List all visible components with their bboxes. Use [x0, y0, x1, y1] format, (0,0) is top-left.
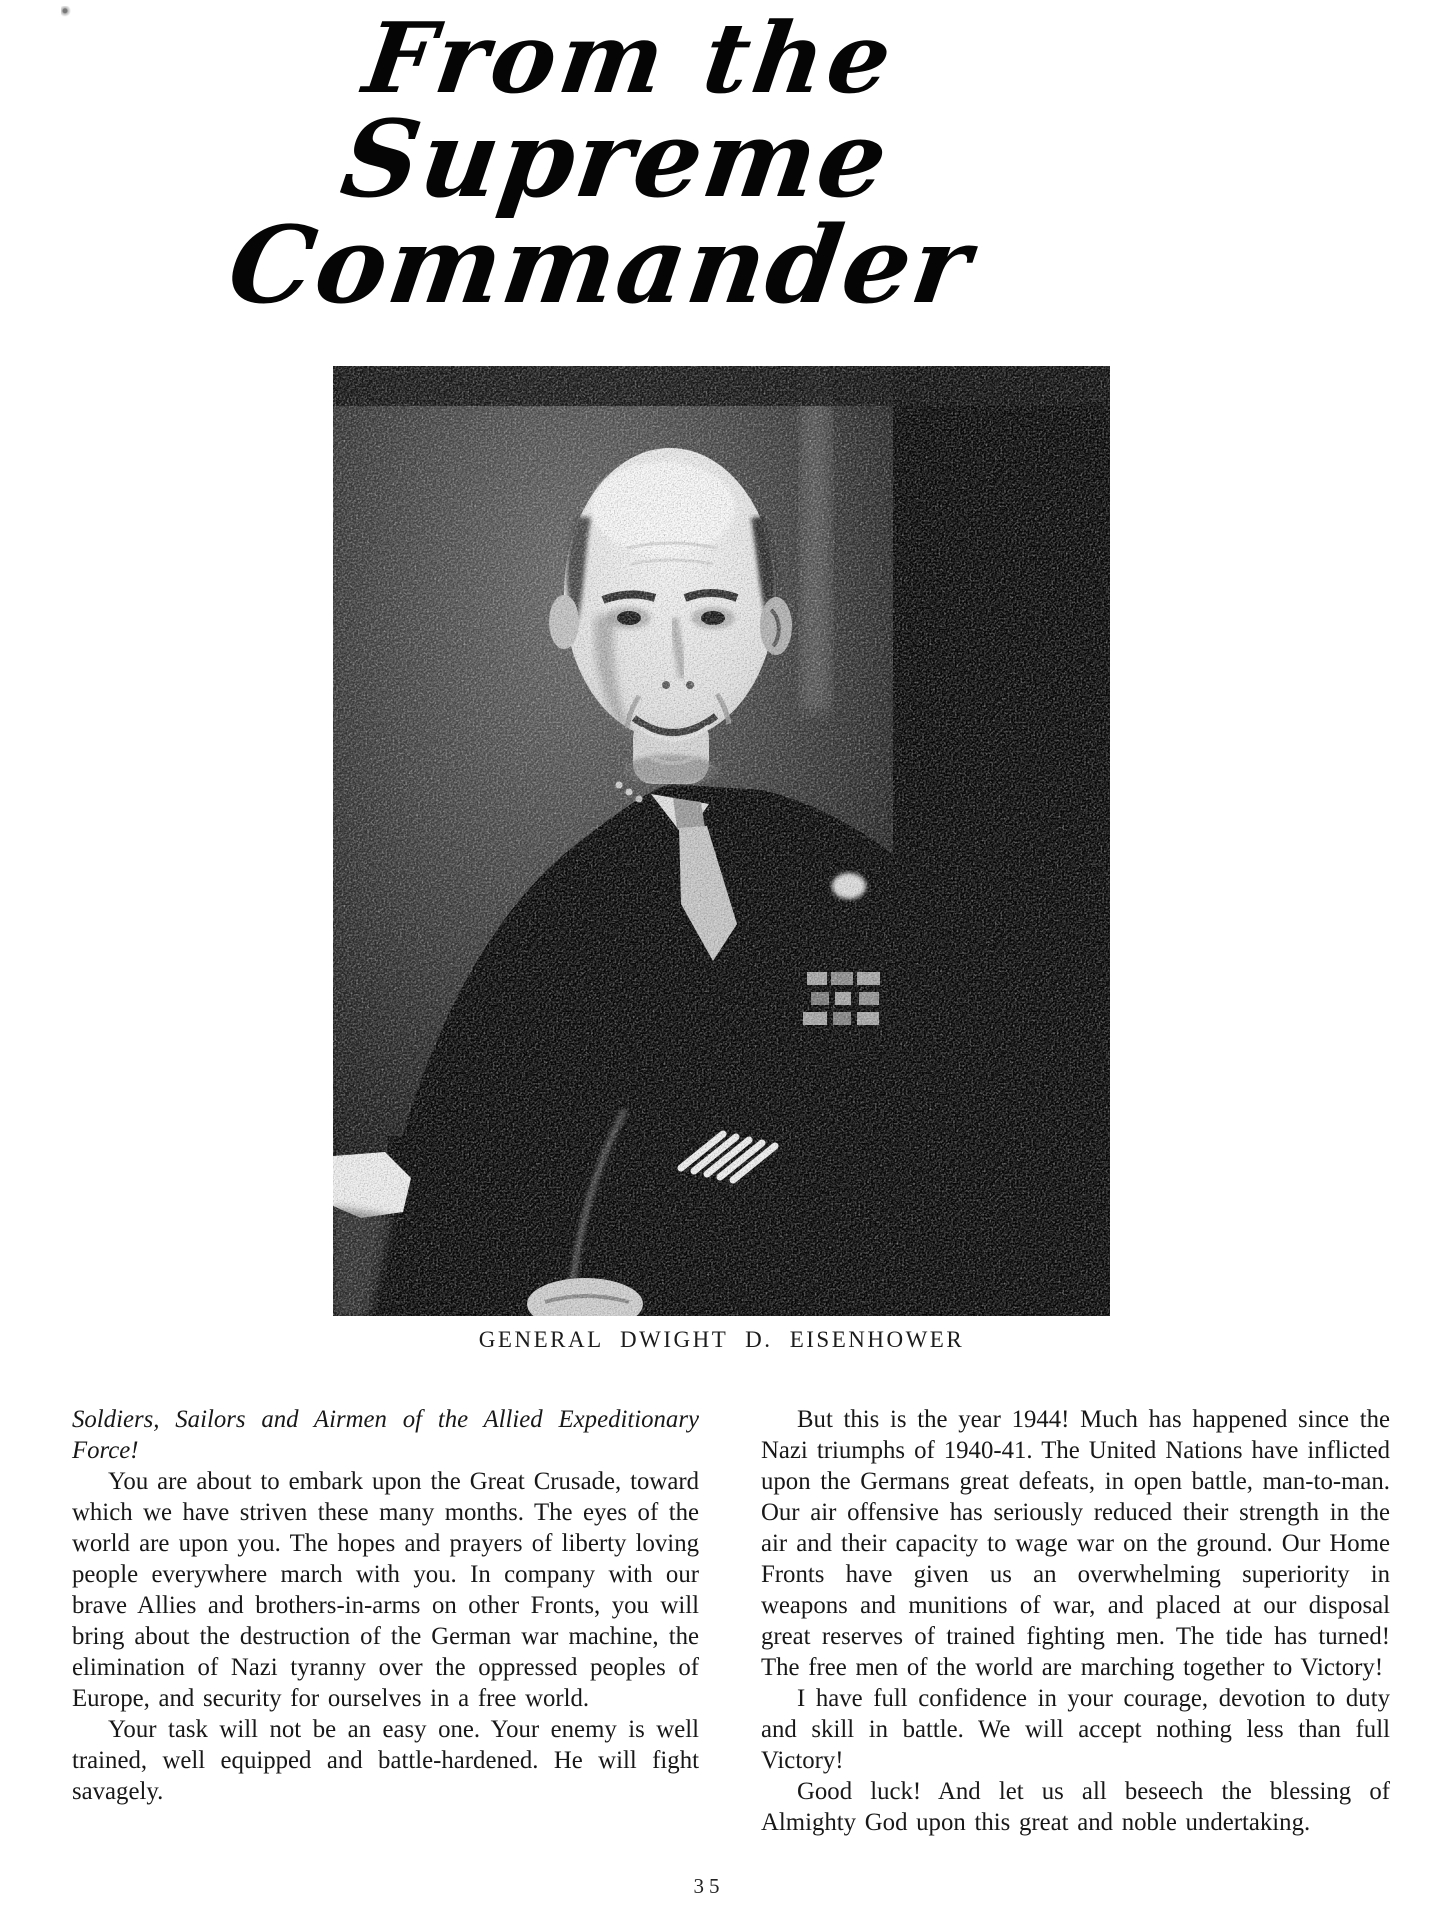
body-columns	[72, 1404, 1390, 1838]
paragraph-full-confidence: I have full confidence in your courage, devotion to duty and skill in battle. We will accept nothing less than full Victory!	[761, 1685, 1390, 1774]
right-column	[761, 1404, 1390, 1838]
title-line-2: Supreme Commander	[221, 95, 980, 327]
paragraph-good-luck: Good luck! And let us all beseech the blessing of Almighty God upon this great and noble undertaking.	[761, 1778, 1390, 1836]
photo-caption: GENERAL DWIGHT D. EISENHOWER	[478, 1327, 965, 1352]
salutation-line: Soldiers, Sailors and Airmen of the Allied Expeditionary Force!	[72, 1406, 699, 1464]
paragraph-your-task: Your task will not be an easy one. Your enemy is well trained, well equipped and battle-hardened. He will fight savagely.	[72, 1716, 699, 1805]
halftone-portrait-graphic	[333, 366, 1110, 1316]
page-number: 35	[693, 1874, 725, 1898]
title-line-1: From the	[357, 1, 902, 115]
eisenhower-portrait-photo	[333, 366, 1110, 1316]
paragraph-year-1944: But this is the year 1944! Much has happened since the Nazi triumphs of 1940-41. The United Nations have inflicted upon the Germans great defeats, in open battle, man-to-man. Our air offensive has seriously reduced their strength in the air and their capacity to wage war on the ground. Our Home Fronts have given us an overwhelming superiority in weapons and munitions of war, and placed at our disposal great reserves of trained fighting men. The tide has turned! The free men of the world are marching together to Victory!	[761, 1406, 1390, 1681]
left-column	[72, 1404, 699, 1838]
page-title	[0, 1, 1252, 327]
paragraph-great-crusade: You are about to embark upon the Great Crusade, toward which we have striven these many months. The eyes of the world are upon you. The hopes and prayers of liberty loving people everywhere march with you. In company with our brave Allies and brothers-in-arms on other Fronts, you will bring about the destruction of the German war machine, the elimination of Nazi tyranny over the oppressed peoples of Europe, and security for ourselves in a free world.	[72, 1468, 699, 1712]
